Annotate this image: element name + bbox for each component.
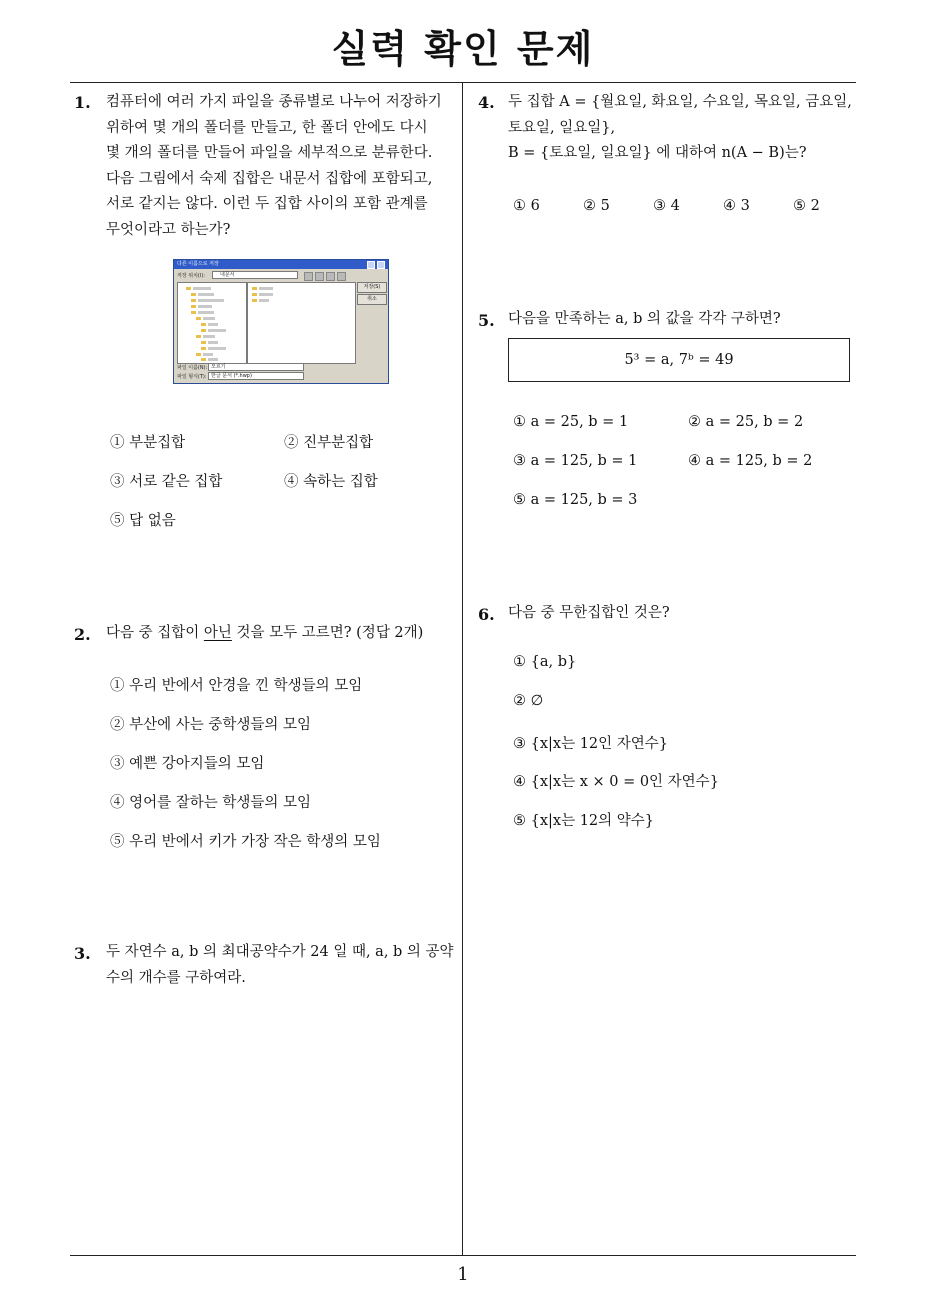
option: ① 6 [513,198,540,214]
tree-item [198,311,214,314]
question-number: 2. [74,625,91,644]
filetype-label: 파일 형식(T): [177,374,207,380]
page-title: 실력 확인 문제 [331,27,595,71]
filetype-combo [208,372,304,380]
save-in-label: 저장 위치(I): [177,273,205,279]
option: ④ a = 125, b = 2 [688,453,813,469]
folder-icon [191,299,196,302]
tree-item [203,335,215,338]
tree-item [208,329,226,332]
filetype-value: 한글 문서 (*.hwp) [211,373,252,379]
option: ③ a = 125, b = 1 [513,453,638,469]
filename-value: 모르기 [211,364,226,370]
question-number: 5. [478,311,495,330]
filename-field [208,363,304,371]
text-line: 컴퓨터에 여러 가지 파일을 종류별로 나누어 저장하기 [106,94,442,110]
option: ② 부산에 사는 중학생들의 모임 [110,717,312,733]
question-text [106,940,458,991]
text-line: 수의 개수를 구하여라. [106,969,246,986]
folder-icon [186,287,191,290]
page-number: 1 [457,1264,469,1285]
tree-item [203,353,213,356]
folder-icon [252,299,257,302]
option: ③ 4 [653,198,680,214]
folder-icon [201,323,206,326]
tree-item [203,317,215,320]
save-in-combo [212,271,298,279]
question-number: 6. [478,605,495,624]
option: ④ {x|x는 x × 0 = 0인 자연수} [513,774,719,790]
folder-icon [201,358,206,361]
question-number: 1. [74,93,91,112]
option: ② a = 25, b = 2 [688,414,804,430]
text-line: 서로 같지는 않다. 이런 두 집합 사이의 포함 관계를 [106,196,428,212]
text-part: 다음 중 집합이 [106,625,204,641]
tree-item [198,299,224,302]
option: ① {a, b} [513,654,577,670]
folder-icon [191,311,196,314]
tree-item [208,323,218,326]
text-line: 두 집합 A = {월요일, 화요일, 수요일, 목요일, 금요일, [508,94,852,110]
folder-icon [252,293,257,296]
equation-box: 5³ = a, 7ᵇ = 49 [508,338,850,382]
folder-tree-pane [177,282,247,364]
cancel-button: 취소 [357,294,387,305]
tree-item [208,341,218,344]
file-list-pane [247,282,356,364]
option: ③ 서로 같은 집합 [110,474,223,490]
underlined-word: 아닌 [203,625,232,641]
tree-item [193,287,211,290]
option: ④ 영어를 잘하는 학생들의 모임 [110,795,312,811]
folder-icon [191,293,196,296]
file-dialog-image [173,259,389,384]
top-rule [70,82,856,83]
option: ② 진부분집합 [284,435,374,451]
folder-icon [196,335,201,338]
column-divider [462,82,463,1255]
option: ① 우리 반에서 안경을 낀 학생들의 모임 [110,678,363,694]
option: ③ 예쁜 강아지들의 모임 [110,756,265,772]
option: ⑤ 우리 반에서 키가 가장 작은 학생의 모임 [110,834,381,850]
option: ④ 3 [723,198,750,214]
text-line: 토요일, 일요일}, [508,119,616,136]
option: ⑤ 2 [793,198,820,214]
folder-icon [191,305,196,308]
text-line: 몇 개의 폴더를 만들어 파일을 세부적으로 분류한다. [106,145,433,161]
option: ① a = 25, b = 1 [513,414,629,430]
tree-item [208,347,226,350]
tree-item [198,293,214,296]
question-text [508,90,860,167]
folder-icon [196,317,201,320]
question-text: 다음 중 무한집합인 것은? [508,605,670,621]
folder-icon [201,341,206,344]
minimize-icon [367,261,375,269]
bottom-rule [70,1255,856,1256]
folder-icon [201,347,206,350]
option: ⑤ {x|x는 12의 약수} [513,813,654,829]
file-item [259,287,273,290]
folder-icon [196,353,201,356]
save-button: 저장(S) [357,282,387,293]
option: ② ∅ [513,693,544,709]
question-number: 4. [478,93,495,112]
option: ① 부분집합 [110,435,186,451]
text-line: B = {토요일, 일요일} 에 대하여 n(A − B)는? [508,145,807,161]
question-text: 다음을 만족하는 a, b 의 값을 각각 구하면? [508,311,781,327]
text-part: 것을 모두 고르면? (정답 2개) [231,625,424,641]
question-text [106,90,456,243]
option: ③ {x|x는 12인 자연수} [513,736,669,752]
text-line: 다음 그림에서 숙제 집합은 내문서 집합에 포함되고, [106,170,433,187]
toolbar-icon [326,272,335,281]
folder-icon [252,287,257,290]
option: ⑤ a = 125, b = 3 [513,492,638,508]
tree-item [208,358,218,361]
option: ④ 속하는 집합 [284,474,378,490]
option: ② 5 [583,198,610,214]
option: ⑤ 답 없음 [110,513,176,529]
question-text [106,621,456,647]
dialog-titlebar: 다른 이름으로 저장 [174,260,388,269]
text-line: 무엇이라고 하는가? [106,221,231,238]
tree-item [198,305,212,308]
text-line: 위하여 몇 개의 폴더를 만들고, 한 폴더 안에도 다시 [106,119,428,136]
toolbar-icon [315,272,324,281]
folder-icon [201,329,206,332]
save-in-value: 내문서 [220,272,235,278]
question-number: 3. [74,944,91,963]
close-icon [377,261,385,269]
file-item [259,299,269,302]
text-line: 두 자연수 a, b 의 최대공약수가 24 일 때, a, b 의 공약 [106,944,454,960]
filename-label: 파일 이름(N): [177,365,208,371]
toolbar-icon [304,272,313,281]
toolbar-icon [337,272,346,281]
file-item [259,293,273,296]
